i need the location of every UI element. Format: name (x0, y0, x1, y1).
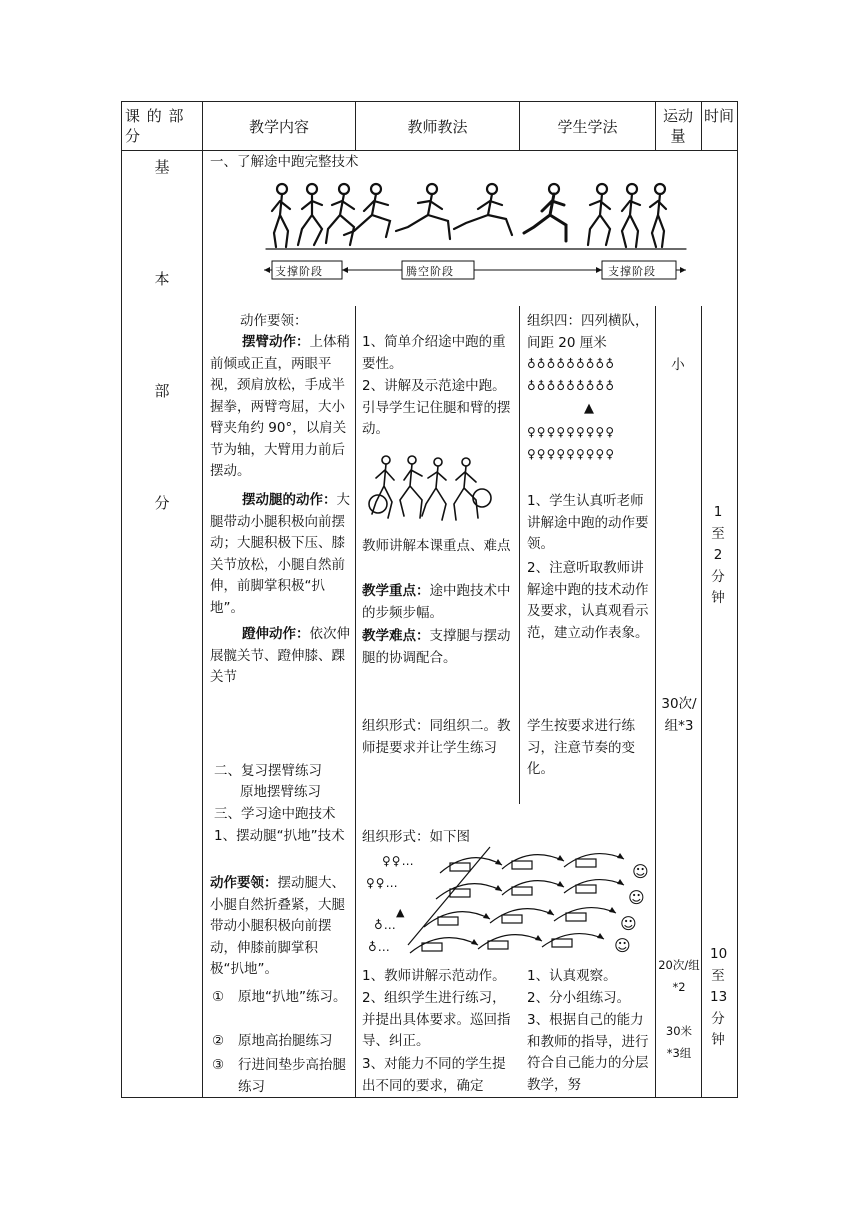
teacher-step-2: 2、讲解及示范途中跑。引导学生记住腿和臂的摆动。 (362, 378, 511, 437)
smiley-icon-1: ☺ (632, 862, 650, 881)
requirements-paragraph (210, 873, 350, 981)
male-row-2: ♁♁♁♁♁♁♁♁♁ (527, 379, 616, 393)
teacher-organization-2: 组织形式：如下图 (362, 829, 470, 845)
teaching-focus (362, 581, 514, 624)
teacher-practice-step-3: 3、对能力不同的学生提出不同的要求，确定 (362, 1056, 506, 1094)
table-left-border (121, 101, 122, 1098)
content-title-2: 二、复习摆臂练习 (214, 763, 322, 779)
teacher-practice-step-1: 1、教师讲解示范动作。 (362, 968, 506, 984)
section-char-3: 部 (154, 382, 170, 400)
teaching-focus-text: 途中跑技术中的步频步幅。 (362, 583, 511, 621)
student-practice: 学生按要求进行练习，注意节奏的变化。 (527, 718, 635, 777)
smiley-icon-4: ☺ (614, 936, 632, 955)
phase-support-label-2: 支撑阶段 (608, 265, 656, 278)
drill-number-1: ① (212, 989, 225, 1005)
time-value-2: 10至13分钟 (710, 946, 728, 1048)
time-value-1: 1至2分钟 (711, 504, 725, 606)
content-sub-2: 原地摆臂练习 (240, 784, 321, 800)
header-load: 运动量 (662, 107, 693, 145)
swing-leg-label: 摆动腿的动作： (242, 492, 337, 508)
load-value-1: 小 (671, 357, 685, 373)
drill-item-1: 原地“扒地”练习。 (238, 989, 347, 1005)
teaching-difficulty (362, 626, 514, 669)
header-section: 课 的 部 分 (125, 107, 185, 145)
smiley-icon-3: ☺ (620, 914, 638, 933)
drill-item-2: 原地高抬腿练习 (238, 1033, 333, 1049)
teacher-position-mark: ▲ (584, 401, 595, 416)
col-divider-5-lower (701, 306, 702, 1098)
female-row-2: ♀♀♀♀♀♀♀♀♀ (527, 447, 616, 461)
drill-number-2: ② (212, 1033, 225, 1049)
male-row-1: ♁♁♁♁♁♁♁♁♁ (527, 357, 616, 371)
section-char-2: 本 (154, 270, 170, 288)
drill-item-3: 行进间垫步高抬腿练习 (238, 1057, 346, 1095)
phase-support-label-1: 支撑阶段 (275, 265, 323, 278)
diagram-male-row-2: ♁… (368, 940, 391, 954)
diagram-teacher-mark: ▲ (396, 906, 406, 919)
teaching-difficulty-text: 支撑腿与摆动腿的协调配合。 (362, 628, 511, 666)
col-divider-3-lower (519, 306, 520, 804)
load-value-4: 30米*3组 (665, 1024, 693, 1060)
diagram-male-row-1: ♁… (374, 918, 397, 932)
header-time: 时间 (704, 107, 735, 125)
header-bottom-border (121, 150, 738, 151)
header-student-method: 学生学法 (557, 118, 618, 136)
swing-leg-text: 大腿带动小腿积极向前摆动；大腿积极下压、膝关节放松，小腿自然前伸，前脚掌积极“扒地”。 (210, 492, 350, 616)
smiley-icon-2: ☺ (628, 888, 646, 907)
teaching-difficulty-label: 教学难点： (362, 628, 430, 644)
student-practice-step-1: 1、认真观察。 (527, 968, 617, 984)
student-practice-step-2: 2、分小组练习。 (527, 990, 631, 1006)
arm-swing-label: 摆臂动作： (242, 334, 310, 350)
teacher-organization: 组织形式：同组织二。教师提要求并让学生练习 (362, 718, 511, 756)
table-top-border (121, 101, 738, 102)
diagram-female-row-1: ♀♀… (382, 854, 415, 868)
teacher-explain: 教师讲解本课重点、难点 (362, 538, 511, 554)
content-title-1: 一、了解途中跑完整技术 (210, 154, 359, 170)
teacher-practice-step-2: 2、组织学生进行练习，并提出具体要求。巡回指导、纠正。 (362, 990, 511, 1049)
col-divider-2-lower (355, 306, 356, 1098)
push-off-paragraph (210, 624, 350, 689)
load-value-2: 30次/组*3 (661, 696, 697, 734)
sprinters-illustration (364, 452, 494, 526)
content-title-3: 三、学习途中跑技术 (214, 806, 336, 822)
student-step-2: 2、注意听取教师讲解途中跑的技术动作及要求，认真观看示范，建立动作表象。 (527, 560, 649, 641)
col-divider-1 (202, 101, 203, 1098)
phase-flight-label: 腾空阶段 (406, 265, 454, 278)
swing-leg-paragraph (210, 490, 350, 619)
col-divider-4-lower (655, 306, 656, 1098)
section-char-4: 分 (154, 494, 170, 512)
arm-swing-text: 上体稍前倾或正直，两眼平视，颈肩放松，手成半握拳，两臂弯屈，大小臂夹角约 90°，以肩关节为轴，大臂用力前后摆动。 (210, 334, 350, 479)
teaching-focus-label: 教学重点： (362, 583, 430, 599)
requirements-label: 动作要领： (210, 875, 278, 891)
requirements-text: 摆动腿大、小腿自然折叠紧，大腿带动小腿积极向前摆动，伸膝前脚掌积极“扒地”。 (210, 875, 345, 977)
key-points-heading: 动作要领： (240, 313, 308, 329)
load-value-3: 20次/组*2 (658, 958, 700, 994)
header-content: 教学内容 (248, 118, 309, 136)
female-row-1: ♀♀♀♀♀♀♀♀♀ (527, 425, 616, 439)
col-divider-4 (655, 101, 656, 151)
drill-number-3: ③ (212, 1057, 225, 1073)
col-divider-5 (701, 101, 702, 151)
diagram-female-row-2: ♀♀… (366, 876, 399, 890)
content-sub-3: 1、摆动腿“扒地”技术 (214, 828, 345, 844)
arm-swing-paragraph (210, 332, 350, 483)
section-char-1: 基 (154, 158, 170, 176)
push-off-text: 依次伸展髋关节、蹬伸膝、踝关节 (210, 626, 350, 685)
student-practice-step-3: 3、根据自己的能力和教师的指导，进行符合自己能力的分层教学，努 (527, 1012, 649, 1093)
student-step-1: 1、学生认真听老师讲解途中跑的动作要领。 (527, 493, 649, 552)
table-bottom-border (121, 1097, 738, 1098)
table-right-border (737, 101, 738, 1098)
student-organization: 组织四：四列横队，间距 20 厘米 (527, 313, 649, 351)
push-off-label: 蹬伸动作： (242, 626, 310, 642)
header-teacher-method: 教师教法 (407, 118, 468, 136)
teacher-step-1: 1、简单介绍途中跑的重要性。 (362, 334, 506, 372)
